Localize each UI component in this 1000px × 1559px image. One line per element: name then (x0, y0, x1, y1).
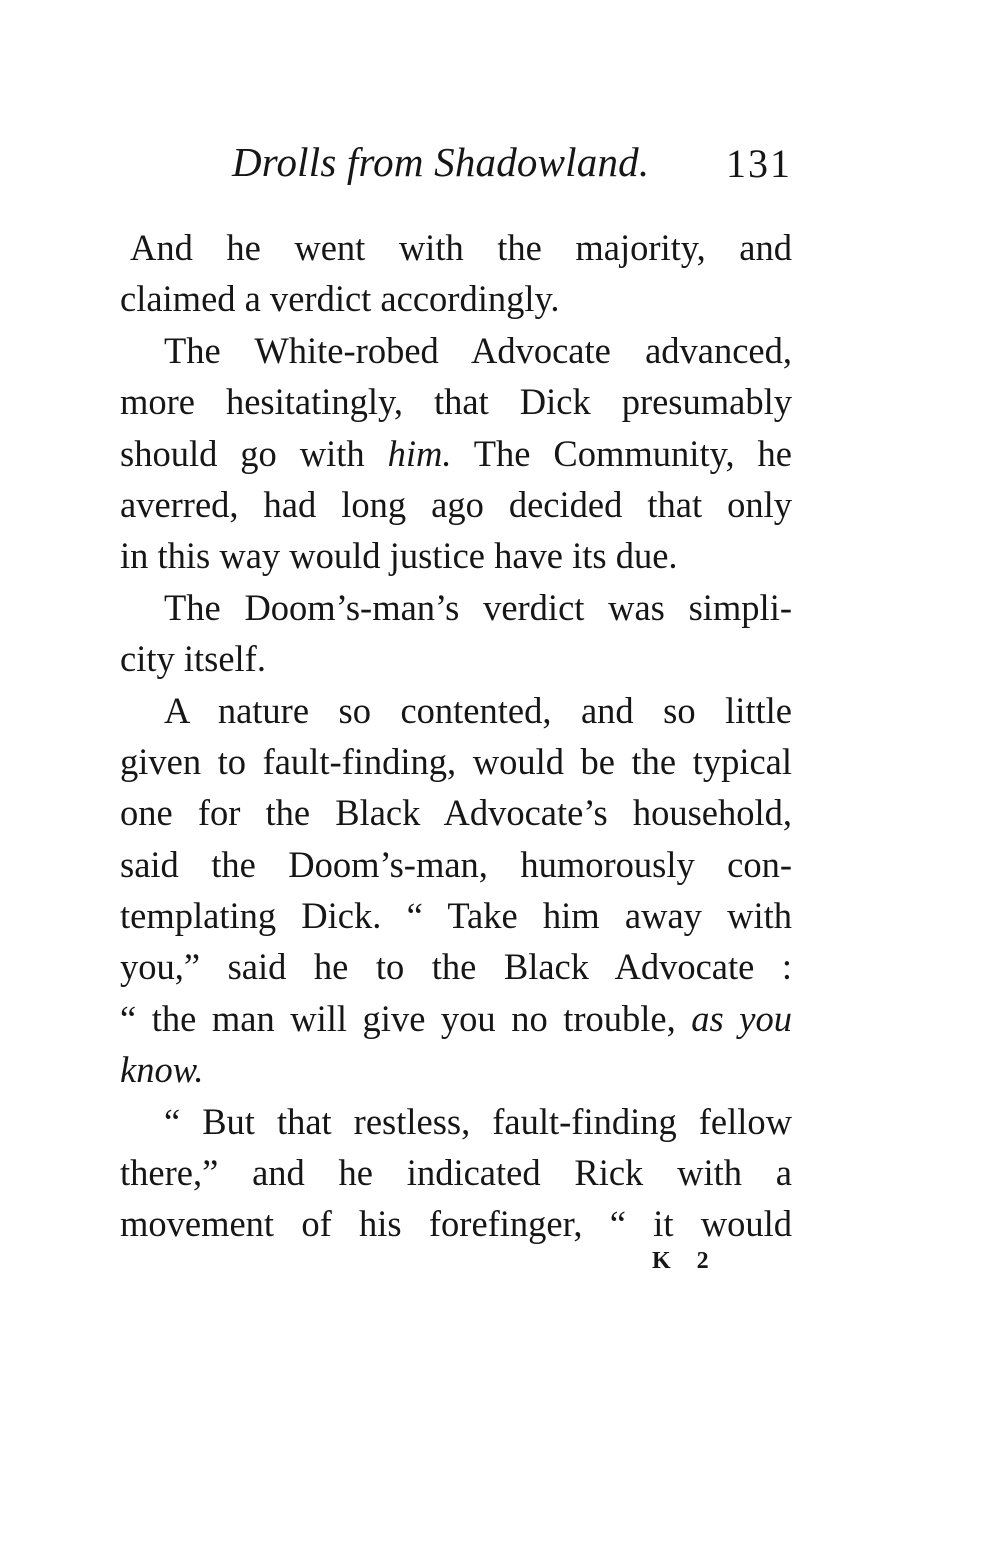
text-line (120, 1044, 792, 1095)
text-segment: The Community, he (451, 432, 792, 474)
italic-word: as you (691, 997, 792, 1039)
running-title: Drolls from Shadowland. (232, 139, 650, 185)
text-line: “ But that restless, fault-finding fellow (164, 1100, 792, 1142)
text-line: claimed a verdict accordingly. (120, 278, 560, 320)
italic-word: him. (387, 432, 452, 474)
text-line: movement of his forefinger, “ it would (120, 1203, 792, 1245)
text-line: A nature so contented, and so little (164, 689, 792, 731)
text-segment: should go with (120, 432, 388, 474)
text-line: city itself. (120, 638, 266, 680)
text-line: averred, had long ago decided that only (120, 483, 792, 525)
text-line: templating Dick. “ Take him away with (120, 895, 792, 937)
text-line (120, 993, 792, 1044)
text-line: you,” said he to the Black Advocate : (120, 946, 792, 988)
text-line: one for the Black Advocate’s household, (120, 792, 792, 834)
page-number: 131 (726, 141, 792, 186)
text-line: there,” and he indicated Rick with a (120, 1152, 792, 1194)
body-text (120, 222, 792, 1250)
text-line: The Doom’s-man’s verdict was simpli- (164, 586, 792, 628)
italic-word: know. (120, 1049, 204, 1091)
text-line (120, 428, 792, 479)
text-line: The White-robed Advocate advanced, (164, 329, 792, 371)
running-head (232, 138, 792, 188)
text-segment: “ the man will give you no trouble, (120, 997, 692, 1039)
text-line: said the Doom’s-man, humorously con- (120, 843, 792, 885)
text-line: And he went with the majority, and (130, 227, 792, 268)
signature-mark: K 2 (652, 1248, 719, 1274)
text-line: more hesitatingly, that Dick presumably (120, 381, 792, 423)
text-line: in this way would justice have its due. (120, 535, 678, 577)
text-line: given to fault-finding, would be the typical (120, 740, 792, 782)
